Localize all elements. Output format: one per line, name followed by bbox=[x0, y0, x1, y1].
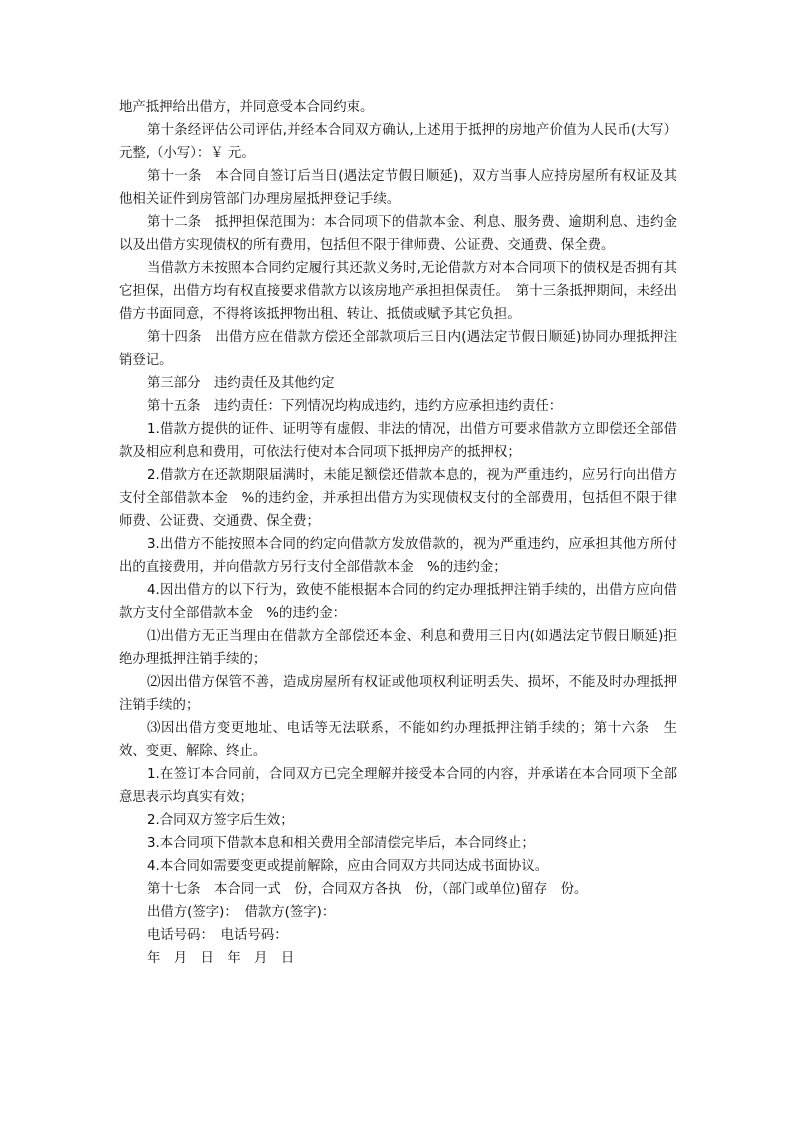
paragraph: 第十五条 违约责任：下列情况均构成违约，违约方应承担违约责任： bbox=[147, 399, 563, 414]
list-item: 1.借款方提供的证件、证明等有虚假、非法的情况，出借方可要求借款方立即偿还全部借款及相应利息和费用，可依法行使对本合同项下抵押房产的抵押权； bbox=[119, 422, 677, 460]
sub-list-item: ⑴出借方无正当理由在借款方全部偿还本金、利息和费用三日内(如遇法定节假日顺延)拒绝办理抵押注销手续的； bbox=[119, 629, 677, 667]
paragraph: 第十一条 本合同自签订后当日(遇法定节假日顺延)，双方当事人应持房屋所有权证及其他相关证件到房管部门办理房屋抵押登记手续。 bbox=[119, 169, 677, 207]
sub-list-item: ⑶因出借方变更地址、电话等无法联系，不能如约办理抵押注销手续的；第十六条 生效、变更、解除、终止。 bbox=[119, 721, 677, 759]
paragraph: 第十七条 本合同一式 份，合同双方各执 份，（部门或单位)留存 份。 bbox=[147, 882, 588, 897]
list-item: 4.因出借方的以下行为，致使不能根据本合同的约定办理抵押注销手续的，出借方应向借款方支付全部借款本金 %的违约金： bbox=[119, 583, 677, 621]
paragraph: 地产抵押给出借方，并同意受本合同约束。 bbox=[119, 100, 374, 115]
signature-line: 出借方(签字)： 借款方(签字)： bbox=[147, 905, 336, 920]
phone-line: 电话号码： 电话号码： bbox=[147, 928, 288, 943]
list-item: 3.本合同项下借款本息和相关费用全部清偿完毕后，本合同终止； bbox=[147, 836, 535, 851]
section-heading: 第三部分 违约责任及其他约定 bbox=[147, 376, 335, 391]
list-item: 4.本合同如需要变更或提前解除，应由合同双方共同达成书面协议。 bbox=[147, 859, 549, 874]
contract-body bbox=[119, 96, 677, 970]
paragraph: 第十二条 抵押担保范围为：本合同项下的借款本金、利息、服务费、逾期利息、违约金以及出借方实现债权的所有费用，包括但不限于律师费、公证费、交通费、保全费。 bbox=[119, 215, 677, 253]
list-item: 3.出借方不能按照本合同的约定向借款方发放借款的，视为严重违约，应承担其他方所付出的直接费用，并向借款方另行支付全部借款本金 %的违约金； bbox=[119, 537, 677, 575]
date-line: 年 月 日 年 月 日 bbox=[147, 951, 295, 966]
list-item: 2.借款方在还款期限届满时，未能足额偿还借款本息的，视为严重违约，应另行向出借方支付全部借款本金 %的违约金，并承担出借方为实现债权支付的全部费用，包括但不限于律师费、公证费、交通费、保全费； bbox=[119, 468, 677, 529]
list-item: 2.合同双方签字后生效； bbox=[147, 813, 294, 828]
paragraph: 第十四条 出借方应在借款方偿还全部款项后三日内(遇法定节假日顺延)协同办理抵押注销登记。 bbox=[119, 330, 677, 368]
paragraph: 第十条经评估公司评估,并经本合同双方确认,上述用于抵押的房地产价值为人民币(大写）元整,（小写）：￥ 元。 bbox=[119, 123, 677, 161]
list-item: 1.在签订本合同前，合同双方已完全理解并接受本合同的内容，并承诺在本合同项下全部意思表示均真实有效； bbox=[119, 767, 677, 805]
paragraph: 当借款方未按照本合同约定履行其还款义务时,无论借款方对本合同项下的债权是否拥有其它担保，出借方均有权直接要求借款方以该房地产承担担保责任。 第十三条抵押期间，未经出借方书面同意，不得将该抵押物出租、转让、抵债或赋予其它负担。 bbox=[119, 261, 677, 322]
sub-list-item: ⑵因出借方保管不善，造成房屋所有权证或他项权利证明丢失、损坏，不能及时办理抵押注销手续的； bbox=[119, 675, 677, 713]
